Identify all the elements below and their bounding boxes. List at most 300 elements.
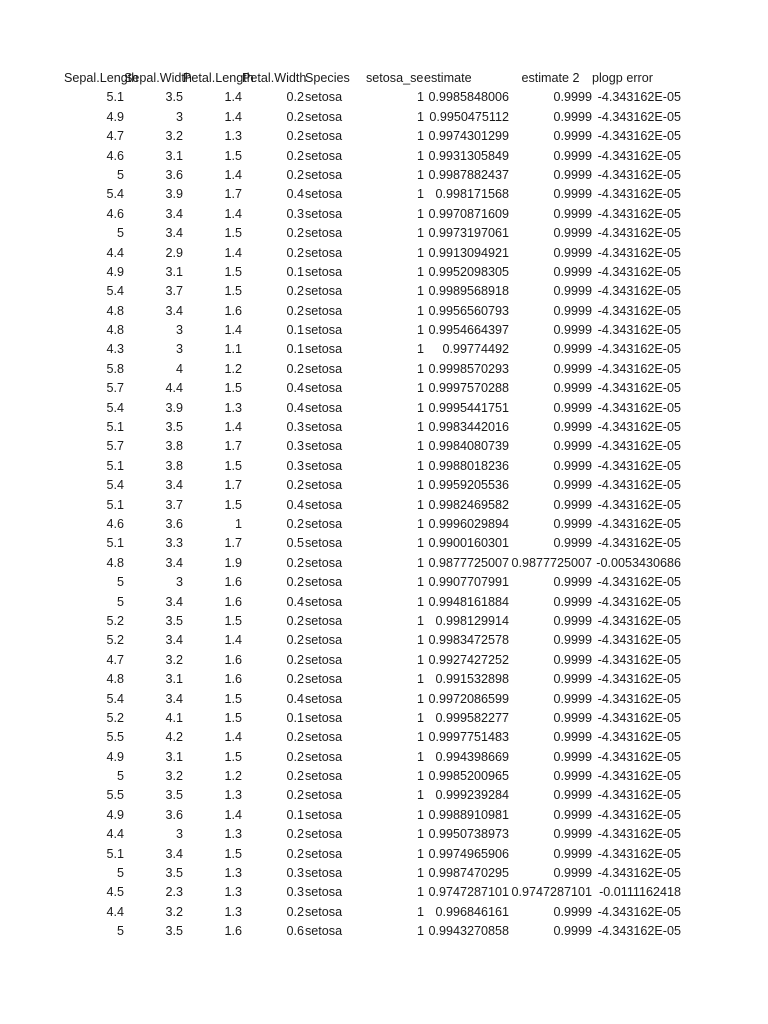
- setosa-se-cell: 1: [416, 226, 424, 241]
- table-row: [0, 147, 768, 166]
- setosa-se-cell: 1: [416, 904, 424, 919]
- species-cell: setosa: [305, 129, 343, 144]
- species-cell: setosa: [305, 788, 343, 803]
- petal-length-cell: 1.9: [224, 555, 242, 570]
- sepal-width-cell: 3: [175, 323, 183, 338]
- table-row: [0, 244, 768, 263]
- estimate-2-cell: 0.9999: [553, 284, 592, 299]
- table-row: [0, 922, 768, 941]
- species-cell: setosa: [305, 575, 343, 590]
- estimate-2-cell: 0.9999: [553, 633, 592, 648]
- plogp-error-cell: -4.343162E-05: [597, 129, 681, 144]
- table-row: [0, 534, 768, 553]
- estimate-2-cell: 0.9999: [553, 129, 592, 144]
- estimate-cell: 0.9984080739: [428, 439, 509, 454]
- estimate-cell: 0.998171568: [435, 187, 509, 202]
- petal-width-cell: 0.2: [286, 109, 304, 124]
- petal-width-cell: 0.2: [286, 478, 304, 493]
- estimate-cell: 0.9952098305: [428, 264, 509, 279]
- estimate-2-cell: 0.9999: [553, 439, 592, 454]
- estimate-2-cell: 0.9999: [553, 594, 592, 609]
- estimate-2-cell: 0.9999: [553, 749, 592, 764]
- petal-width-cell: 0.2: [286, 613, 304, 628]
- plogp-error-cell: -4.343162E-05: [597, 361, 681, 376]
- sepal-length-cell: 5: [116, 594, 124, 609]
- species-cell: setosa: [305, 730, 343, 745]
- estimate-2-cell: 0.9999: [553, 924, 592, 939]
- setosa-se-cell: 1: [416, 497, 424, 512]
- estimate-cell: 0.9982469582: [428, 497, 509, 512]
- petal-length-cell: 1.6: [224, 652, 242, 667]
- estimate-cell: 0.9972086599: [428, 691, 509, 706]
- petal-length-cell: 1.4: [224, 245, 242, 260]
- petal-width-cell: 0.4: [286, 400, 304, 415]
- table-row: [0, 767, 768, 786]
- species-cell: setosa: [305, 148, 343, 163]
- header-petal-width: Petal.Width: [242, 71, 307, 85]
- setosa-se-cell: 1: [416, 633, 424, 648]
- sepal-width-cell: 3.8: [165, 439, 183, 454]
- petal-width-cell: 0.6: [286, 924, 304, 939]
- sepal-width-cell: 3.2: [165, 652, 183, 667]
- table-row: [0, 108, 768, 127]
- sepal-width-cell: 3.5: [165, 613, 183, 628]
- table-row: [0, 224, 768, 243]
- estimate-cell: 0.9995441751: [428, 400, 509, 415]
- table-row: [0, 612, 768, 631]
- estimate-2-cell: 0.9999: [553, 245, 592, 260]
- petal-width-cell: 0.4: [286, 187, 304, 202]
- species-cell: setosa: [305, 924, 343, 939]
- table-row: [0, 728, 768, 747]
- petal-width-cell: 0.2: [286, 516, 304, 531]
- estimate-cell: 0.9931305849: [428, 148, 509, 163]
- petal-width-cell: 0.2: [286, 148, 304, 163]
- petal-length-cell: 1.5: [224, 749, 242, 764]
- petal-width-cell: 0.3: [286, 439, 304, 454]
- setosa-se-cell: 1: [416, 516, 424, 531]
- header-species: Species: [305, 71, 350, 85]
- petal-width-cell: 0.1: [286, 807, 304, 822]
- estimate-cell: 0.9747287101: [428, 885, 509, 900]
- header-estimate-2: estimate 2: [521, 71, 580, 85]
- petal-length-cell: 1.7: [224, 478, 242, 493]
- sepal-length-cell: 5.8: [106, 361, 124, 376]
- sepal-length-cell: 4.8: [106, 323, 124, 338]
- petal-length-cell: 1.3: [224, 827, 242, 842]
- setosa-se-cell: 1: [416, 361, 424, 376]
- setosa-se-cell: 1: [416, 555, 424, 570]
- plogp-error-cell: -4.343162E-05: [597, 420, 681, 435]
- header-sepal-length: Sepal.Length: [64, 71, 139, 85]
- estimate-cell: 0.9997751483: [428, 730, 509, 745]
- petal-width-cell: 0.4: [286, 691, 304, 706]
- sepal-width-cell: 4.4: [165, 381, 183, 396]
- sepal-width-cell: 3.4: [165, 206, 183, 221]
- petal-length-cell: 1.3: [224, 904, 242, 919]
- petal-width-cell: 0.2: [286, 730, 304, 745]
- setosa-se-cell: 1: [416, 575, 424, 590]
- petal-length-cell: 1.5: [224, 710, 242, 725]
- species-cell: setosa: [305, 652, 343, 667]
- sepal-length-cell: 4.8: [106, 555, 124, 570]
- estimate-2-cell: 0.9999: [553, 807, 592, 822]
- species-cell: setosa: [305, 633, 343, 648]
- plogp-error-cell: -4.343162E-05: [597, 148, 681, 163]
- species-cell: setosa: [305, 264, 343, 279]
- sepal-length-cell: 5.1: [106, 420, 124, 435]
- estimate-cell: 0.9998570293: [428, 361, 509, 376]
- sepal-width-cell: 3.9: [165, 187, 183, 202]
- estimate-2-cell: 0.9999: [553, 206, 592, 221]
- estimate-cell: 0.9974965906: [428, 846, 509, 861]
- plogp-error-cell: -4.343162E-05: [597, 284, 681, 299]
- setosa-se-cell: 1: [416, 749, 424, 764]
- species-cell: setosa: [305, 109, 343, 124]
- estimate-2-cell: 0.9999: [553, 361, 592, 376]
- estimate-cell: 0.9970871609: [428, 206, 509, 221]
- estimate-2-cell: 0.9999: [553, 497, 592, 512]
- estimate-2-cell: 0.9999: [553, 516, 592, 531]
- plogp-error-cell: -4.343162E-05: [597, 458, 681, 473]
- estimate-2-cell: 0.9999: [553, 691, 592, 706]
- estimate-cell: 0.9950738973: [428, 827, 509, 842]
- petal-width-cell: 0.4: [286, 594, 304, 609]
- sepal-width-cell: 3.5: [165, 90, 183, 105]
- estimate-2-cell: 0.9999: [553, 904, 592, 919]
- petal-length-cell: 1.5: [224, 284, 242, 299]
- sepal-length-cell: 5: [116, 769, 124, 784]
- species-cell: setosa: [305, 458, 343, 473]
- estimate-cell: 0.9959205536: [428, 478, 509, 493]
- estimate-2-cell: 0.9999: [553, 458, 592, 473]
- setosa-se-cell: 1: [416, 710, 424, 725]
- sepal-length-cell: 4.4: [106, 904, 124, 919]
- estimate-cell: 0.9950475112: [429, 109, 509, 124]
- plogp-error-cell: -4.343162E-05: [597, 264, 681, 279]
- petal-width-cell: 0.3: [286, 885, 304, 900]
- estimate-2-cell: 0.9999: [553, 303, 592, 318]
- petal-width-cell: 0.2: [286, 284, 304, 299]
- table-row: [0, 631, 768, 650]
- estimate-cell: 0.9973197061: [428, 226, 509, 241]
- petal-width-cell: 0.2: [286, 167, 304, 182]
- sepal-length-cell: 5: [116, 924, 124, 939]
- petal-width-cell: 0.1: [286, 264, 304, 279]
- estimate-2-cell: 0.9999: [553, 710, 592, 725]
- estimate-2-cell: 0.9999: [553, 187, 592, 202]
- sepal-width-cell: 3.7: [165, 284, 183, 299]
- plogp-error-cell: -4.343162E-05: [597, 342, 681, 357]
- estimate-2-cell: 0.9999: [553, 846, 592, 861]
- sepal-width-cell: 3.1: [165, 672, 183, 687]
- header-setosa-se: setosa_se: [366, 71, 424, 85]
- plogp-error-cell: -4.343162E-05: [597, 167, 681, 182]
- table-row: [0, 593, 768, 612]
- petal-length-cell: 1.4: [224, 167, 242, 182]
- sepal-width-cell: 3: [175, 827, 183, 842]
- sepal-length-cell: 5.4: [106, 478, 124, 493]
- estimate-cell: 0.9877725007: [428, 555, 509, 570]
- petal-length-cell: 1.5: [224, 613, 242, 628]
- setosa-se-cell: 1: [416, 420, 424, 435]
- petal-length-cell: 1.4: [224, 420, 242, 435]
- estimate-cell: 0.999582277: [435, 710, 509, 725]
- table-row: [0, 554, 768, 573]
- sepal-width-cell: 3.1: [165, 749, 183, 764]
- table-row: [0, 651, 768, 670]
- petal-length-cell: 1.1: [224, 342, 242, 357]
- sepal-width-cell: 3.4: [165, 846, 183, 861]
- species-cell: setosa: [305, 846, 343, 861]
- plogp-error-cell: -4.343162E-05: [597, 226, 681, 241]
- petal-length-cell: 1.7: [224, 187, 242, 202]
- sepal-length-cell: 5.5: [106, 730, 124, 745]
- petal-length-cell: 1.5: [224, 458, 242, 473]
- species-cell: setosa: [305, 555, 343, 570]
- setosa-se-cell: 1: [416, 400, 424, 415]
- estimate-2-cell: 0.9999: [553, 575, 592, 590]
- petal-length-cell: 1.3: [224, 400, 242, 415]
- plogp-error-cell: -4.343162E-05: [597, 904, 681, 919]
- petal-width-cell: 0.1: [286, 710, 304, 725]
- plogp-error-cell: -4.343162E-05: [597, 516, 681, 531]
- petal-width-cell: 0.2: [286, 846, 304, 861]
- sepal-length-cell: 5.5: [106, 788, 124, 803]
- sepal-length-cell: 4.6: [106, 206, 124, 221]
- table-row: [0, 806, 768, 825]
- species-cell: setosa: [305, 672, 343, 687]
- estimate-2-cell: 0.9747287101: [511, 885, 592, 900]
- plogp-error-cell: -4.343162E-05: [597, 827, 681, 842]
- estimate-2-cell: 0.9999: [553, 536, 592, 551]
- sepal-width-cell: 3.4: [165, 555, 183, 570]
- petal-width-cell: 0.2: [286, 633, 304, 648]
- species-cell: setosa: [305, 769, 343, 784]
- species-cell: setosa: [305, 167, 343, 182]
- table-row: [0, 903, 768, 922]
- setosa-se-cell: 1: [416, 342, 424, 357]
- estimate-cell: 0.9997570288: [428, 381, 509, 396]
- setosa-se-cell: 1: [416, 206, 424, 221]
- sepal-width-cell: 3.6: [165, 516, 183, 531]
- table-row: [0, 515, 768, 534]
- species-cell: setosa: [305, 691, 343, 706]
- species-cell: setosa: [305, 323, 343, 338]
- estimate-2-cell: 0.9999: [553, 381, 592, 396]
- setosa-se-cell: 1: [416, 284, 424, 299]
- estimate-cell: 0.9987470295: [428, 866, 509, 881]
- setosa-se-cell: 1: [416, 381, 424, 396]
- estimate-cell: 0.994398669: [435, 749, 509, 764]
- sepal-width-cell: 3.3: [165, 536, 183, 551]
- sepal-width-cell: 3.6: [165, 807, 183, 822]
- table-row: [0, 166, 768, 185]
- sepal-length-cell: 5.2: [106, 633, 124, 648]
- plogp-error-cell: -0.0053430686: [596, 555, 681, 570]
- plogp-error-cell: -4.343162E-05: [597, 652, 681, 667]
- sepal-width-cell: 3.5: [165, 420, 183, 435]
- species-cell: setosa: [305, 400, 343, 415]
- setosa-se-cell: 1: [416, 478, 424, 493]
- sepal-length-cell: 5: [116, 575, 124, 590]
- sepal-width-cell: 3.9: [165, 400, 183, 415]
- petal-width-cell: 0.1: [286, 323, 304, 338]
- plogp-error-cell: -4.343162E-05: [597, 672, 681, 687]
- sepal-length-cell: 4.8: [106, 672, 124, 687]
- estimate-cell: 0.9988910981: [428, 807, 509, 822]
- petal-length-cell: 1: [234, 516, 242, 531]
- setosa-se-cell: 1: [416, 148, 424, 163]
- petal-length-cell: 1.7: [224, 536, 242, 551]
- petal-length-cell: 1.3: [224, 788, 242, 803]
- table-row: [0, 457, 768, 476]
- estimate-2-cell: 0.9999: [553, 730, 592, 745]
- petal-width-cell: 0.2: [286, 361, 304, 376]
- species-cell: setosa: [305, 478, 343, 493]
- estimate-2-cell: 0.9999: [553, 420, 592, 435]
- table-row: [0, 185, 768, 204]
- plogp-error-cell: -4.343162E-05: [597, 633, 681, 648]
- petal-length-cell: 1.5: [224, 381, 242, 396]
- estimate-2-cell: 0.9999: [553, 866, 592, 881]
- sepal-width-cell: 3.4: [165, 691, 183, 706]
- sepal-length-cell: 5.7: [106, 439, 124, 454]
- setosa-se-cell: 1: [416, 90, 424, 105]
- species-cell: setosa: [305, 516, 343, 531]
- sepal-length-cell: 5.4: [106, 691, 124, 706]
- petal-width-cell: 0.2: [286, 245, 304, 260]
- petal-length-cell: 1.4: [224, 730, 242, 745]
- estimate-cell: 0.991532898: [435, 672, 509, 687]
- species-cell: setosa: [305, 904, 343, 919]
- estimate-2-cell: 0.9999: [553, 342, 592, 357]
- sepal-length-cell: 4.7: [106, 129, 124, 144]
- setosa-se-cell: 1: [416, 323, 424, 338]
- species-cell: setosa: [305, 613, 343, 628]
- estimate-2-cell: 0.9999: [553, 769, 592, 784]
- petal-length-cell: 1.4: [224, 323, 242, 338]
- sepal-width-cell: 3.2: [165, 904, 183, 919]
- petal-width-cell: 0.2: [286, 652, 304, 667]
- estimate-cell: 0.9907707991: [428, 575, 509, 590]
- petal-length-cell: 1.6: [224, 575, 242, 590]
- setosa-se-cell: 1: [416, 924, 424, 939]
- estimate-cell: 0.9927427252: [428, 652, 509, 667]
- setosa-se-cell: 1: [416, 788, 424, 803]
- plogp-error-cell: -0.0111162418: [599, 885, 681, 900]
- sepal-width-cell: 4.2: [165, 730, 183, 745]
- setosa-se-cell: 1: [416, 652, 424, 667]
- estimate-2-cell: 0.9999: [553, 672, 592, 687]
- estimate-2-cell: 0.9999: [553, 264, 592, 279]
- species-cell: setosa: [305, 749, 343, 764]
- plogp-error-cell: -4.343162E-05: [597, 613, 681, 628]
- table-row: [0, 360, 768, 379]
- table-row: [0, 496, 768, 515]
- petal-width-cell: 0.2: [286, 904, 304, 919]
- estimate-cell: 0.9989568918: [428, 284, 509, 299]
- petal-width-cell: 0.2: [286, 575, 304, 590]
- petal-length-cell: 1.5: [224, 846, 242, 861]
- estimate-cell: 0.9988018236: [428, 458, 509, 473]
- petal-width-cell: 0.2: [286, 129, 304, 144]
- table-row: [0, 437, 768, 456]
- plogp-error-cell: -4.343162E-05: [597, 866, 681, 881]
- plogp-error-cell: -4.343162E-05: [597, 439, 681, 454]
- header-row: [0, 69, 768, 88]
- plogp-error-cell: -4.343162E-05: [597, 769, 681, 784]
- table-row: [0, 205, 768, 224]
- sepal-length-cell: 4.4: [106, 245, 124, 260]
- table-row: [0, 709, 768, 728]
- petal-width-cell: 0.1: [286, 342, 304, 357]
- species-cell: setosa: [305, 342, 343, 357]
- setosa-se-cell: 1: [416, 167, 424, 182]
- sepal-width-cell: 3.8: [165, 458, 183, 473]
- sepal-length-cell: 4.9: [106, 109, 124, 124]
- table-row: [0, 690, 768, 709]
- sepal-width-cell: 3.4: [165, 226, 183, 241]
- setosa-se-cell: 1: [416, 303, 424, 318]
- species-cell: setosa: [305, 381, 343, 396]
- plogp-error-cell: -4.343162E-05: [597, 749, 681, 764]
- petal-length-cell: 1.5: [224, 148, 242, 163]
- table-row: [0, 573, 768, 592]
- plogp-error-cell: -4.343162E-05: [597, 710, 681, 725]
- plogp-error-cell: -4.343162E-05: [597, 323, 681, 338]
- plogp-error-cell: -4.343162E-05: [597, 478, 681, 493]
- setosa-se-cell: 1: [416, 187, 424, 202]
- sepal-length-cell: 5.1: [106, 497, 124, 512]
- plogp-error-cell: -4.343162E-05: [597, 381, 681, 396]
- estimate-cell: 0.9948161884: [428, 594, 509, 609]
- species-cell: setosa: [305, 439, 343, 454]
- header-petal-length: Petal.Length: [183, 71, 254, 85]
- petal-length-cell: 1.7: [224, 439, 242, 454]
- estimate-2-cell: 0.9999: [553, 788, 592, 803]
- estimate-cell: 0.999239284: [435, 788, 509, 803]
- sepal-width-cell: 3: [175, 342, 183, 357]
- setosa-se-cell: 1: [416, 730, 424, 745]
- plogp-error-cell: -4.343162E-05: [597, 206, 681, 221]
- species-cell: setosa: [305, 420, 343, 435]
- petal-length-cell: 1.4: [224, 90, 242, 105]
- setosa-se-cell: 1: [416, 129, 424, 144]
- sepal-length-cell: 4.6: [106, 516, 124, 531]
- spreadsheet-table: [0, 69, 768, 942]
- petal-width-cell: 0.2: [286, 769, 304, 784]
- species-cell: setosa: [305, 866, 343, 881]
- petal-length-cell: 1.6: [224, 594, 242, 609]
- setosa-se-cell: 1: [416, 109, 424, 124]
- setosa-se-cell: 1: [416, 866, 424, 881]
- table-row: [0, 302, 768, 321]
- sepal-length-cell: 5: [116, 167, 124, 182]
- petal-width-cell: 0.2: [286, 749, 304, 764]
- estimate-cell: 0.998129914: [435, 613, 509, 628]
- petal-width-cell: 0.2: [286, 226, 304, 241]
- plogp-error-cell: -4.343162E-05: [597, 90, 681, 105]
- sepal-width-cell: 2.3: [165, 885, 183, 900]
- petal-width-cell: 0.2: [286, 827, 304, 842]
- species-cell: setosa: [305, 187, 343, 202]
- sepal-length-cell: 5.4: [106, 400, 124, 415]
- sepal-width-cell: 3.2: [165, 769, 183, 784]
- table-row: [0, 883, 768, 902]
- petal-length-cell: 1.4: [224, 206, 242, 221]
- estimate-cell: 0.9996029894: [428, 516, 509, 531]
